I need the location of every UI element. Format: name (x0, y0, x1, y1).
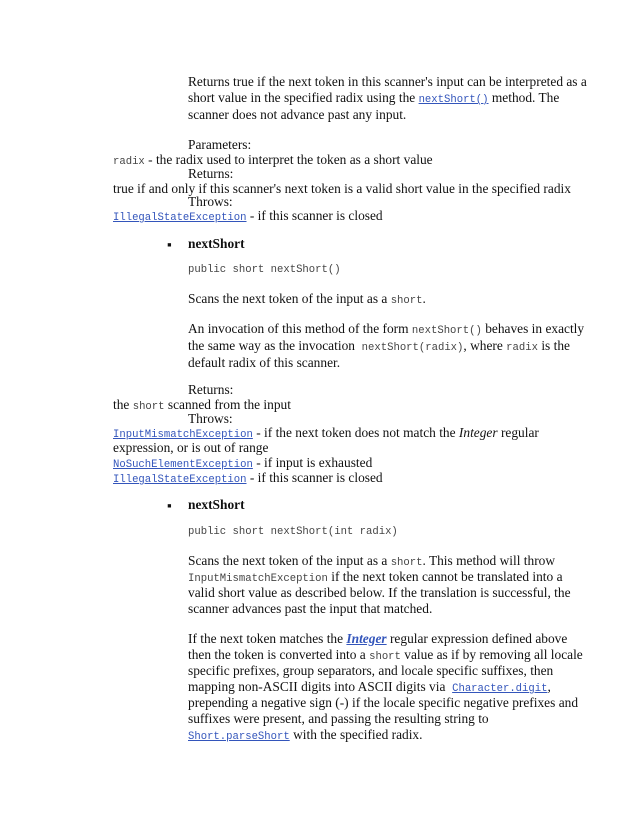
parameters-heading: Parameters: (188, 137, 252, 152)
inputmismatchexception-link[interactable]: InputMismatchException (113, 429, 253, 441)
method-signature: public short nextShort() (188, 264, 341, 276)
throws-line: expression, or is out of range (113, 440, 269, 455)
desc-line: then the token is converted into a short value as if by removing all locale (188, 647, 583, 663)
desc-line: Short.parseShort with the specified radix. (188, 727, 423, 743)
desc-line: Scans the next token of the input as a short. (188, 291, 426, 307)
short-parseshort-link[interactable]: Short.parseShort (188, 731, 290, 743)
desc-line: specific prefixes, group separators, and locale specific suffixes, then (188, 663, 554, 678)
desc-line: Scans the next token of the input as a short. This method will throw (188, 553, 556, 569)
throws-line: IllegalStateException - if this scanner is closed (113, 208, 383, 224)
illegalstateexception-link[interactable]: IllegalStateException (113, 474, 247, 486)
method-heading: nextShort (188, 236, 245, 251)
character-digit-link[interactable]: Character.digit (452, 683, 548, 695)
returns-heading: Returns: (188, 382, 234, 397)
throws-line: IllegalStateException - if this scanner is closed (113, 470, 383, 486)
desc-line: InputMismatchException if the next token cannot be translated into a (188, 569, 563, 585)
desc-line: mapping non-ASCII digits into ASCII digits via Character.digit, (188, 679, 551, 695)
throws-heading: Throws: (188, 194, 233, 209)
method-signature: public short nextShort(int radix) (188, 526, 398, 538)
illegalstateexception-link[interactable]: IllegalStateException (113, 212, 247, 224)
bullet-icon: ▪ (167, 237, 172, 252)
returns-text: true if and only if this scanner's next token is a valid short value in the specified radix (113, 181, 571, 196)
returns-text: the short scanned from the input (113, 397, 291, 413)
desc-line: If the next token matches the Integer regular expression defined above (188, 631, 568, 646)
desc-line: default radix of this scanner. (188, 355, 341, 370)
method-heading: nextShort (188, 497, 245, 512)
integer-link[interactable]: Integer (346, 631, 387, 646)
desc-line: valid short value as described below. If the translation is successful, the (188, 585, 571, 600)
desc-line: short value in the specified radix using the nextShort() method. The (188, 90, 560, 106)
desc-line: Returns true if the next token in this scanner's input can be interpreted as a (188, 74, 587, 89)
nextshort-link[interactable]: nextShort() (418, 94, 489, 106)
desc-line: scanner does not advance past any input. (188, 107, 407, 122)
returns-heading: Returns: (188, 166, 234, 181)
throws-heading: Throws: (188, 411, 233, 426)
throws-line: InputMismatchException - if the next token does not match the Integer regular (113, 425, 539, 441)
desc-line: the same way as the invocation nextShort(radix), where radix is the (188, 338, 570, 354)
desc-line: prepending a negative sign (-) if the locale specific negative prefixes and (188, 695, 579, 710)
desc-line: suffixes were present, and passing the resulting string to (188, 711, 489, 726)
bullet-icon: ▪ (167, 498, 172, 513)
nosuchelementexception-link[interactable]: NoSuchElementException (113, 459, 253, 471)
desc-line: scanner advances past the input that matched. (188, 601, 433, 616)
param-line: radix - the radix used to interpret the token as a short value (113, 152, 433, 168)
desc-line: An invocation of this method of the form nextShort() behaves in exactly (188, 321, 585, 337)
param-name: radix (113, 156, 145, 168)
throws-line: NoSuchElementException - if input is exhausted (113, 455, 373, 471)
